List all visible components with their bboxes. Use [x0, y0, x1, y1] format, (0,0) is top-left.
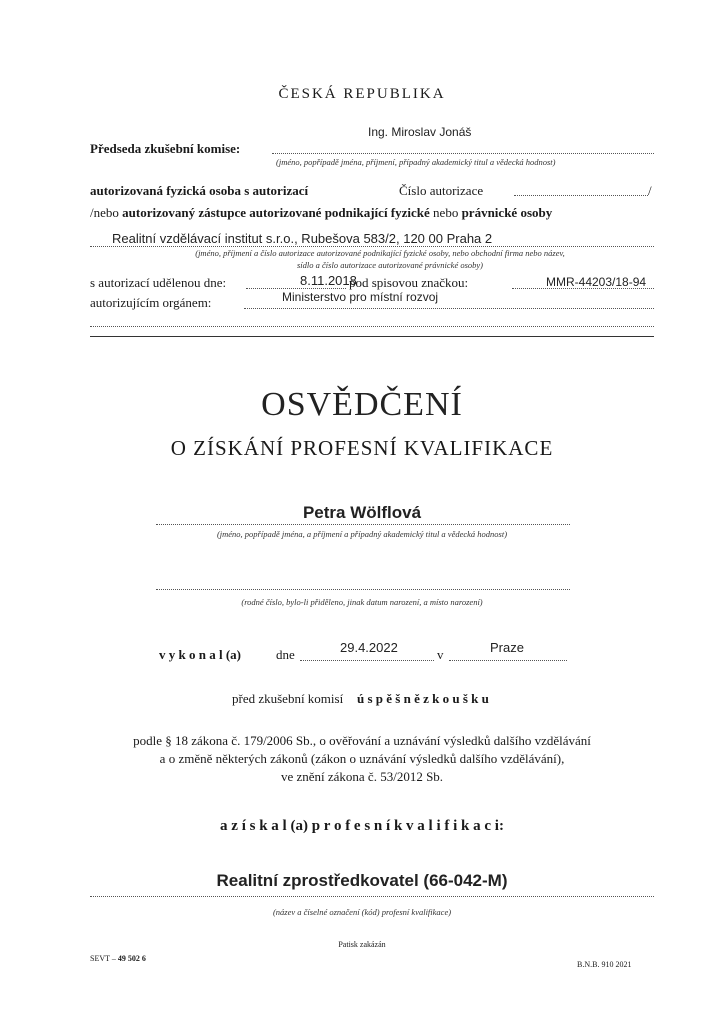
- file-label: pod spisovou značkou:: [349, 275, 469, 290]
- commission-chair-name: Ing. Miroslav Jonáš: [368, 125, 472, 139]
- birth-line: [156, 589, 570, 590]
- exam-result: ú s p ě š n ě z k o u š k u: [357, 691, 489, 706]
- footer-right-code: B.N.B. 910 2021: [577, 960, 632, 969]
- institution-note-2: sídlo a číslo autorizace autorizované právnické osoby): [296, 260, 484, 270]
- authorization-number-label: Číslo autorizace: [399, 183, 484, 198]
- alt-end: právnické osoby: [461, 205, 553, 220]
- empty-line: [90, 326, 654, 327]
- birth-note: (rodné číslo, bylo-li přiděleno, jinak datum narození, a místo narození): [241, 597, 483, 607]
- authorized-representative-line: [90, 205, 552, 221]
- qualification-note: (název a číselné označení (kód) profesní kvalifikace): [272, 907, 452, 917]
- exam-place-label: v: [437, 647, 444, 662]
- exam-place-line: [449, 660, 567, 661]
- authority-line: [244, 308, 654, 309]
- exam-date-label: dne: [276, 647, 295, 662]
- granted-line: [246, 288, 346, 289]
- exam-date: 29.4.2022: [340, 640, 398, 655]
- country-heading: ČESKÁ REPUBLIKA: [278, 86, 446, 102]
- commission-chair-note: (jméno, popřípadě jména, příjmení, případný akademický titul a vědecká hodnost): [276, 157, 556, 167]
- footer-left-code: [90, 954, 146, 963]
- alt-prefix: /nebo: [90, 205, 119, 220]
- institution-line: [90, 246, 654, 247]
- exam-date-line: [300, 660, 434, 661]
- holder-name-line: [156, 524, 570, 525]
- section-divider: [90, 336, 654, 337]
- no-copy-note: Patisk zakázán: [338, 940, 386, 949]
- before-commission: před zkušební komisí: [232, 691, 344, 706]
- granted-date: 8.11.2018: [300, 273, 357, 288]
- authority-name: Ministerstvo pro místní rozvoj: [282, 290, 439, 304]
- law-line-1: podle § 18 zákona č. 179/2006 Sb., o ověřování a uznávání výsledků dalšího vzdělávání: [133, 733, 591, 748]
- certificate-title: OSVĚDČENÍ: [261, 386, 463, 423]
- institution-note-1: (jméno, příjmení a číslo autorizace autorizované podnikající fyzické osoby, nebo obchodní firma nebo název,: [195, 248, 565, 258]
- institution-name: Realitní vzdělávací institut s.r.o., Rubešova 583/2, 120 00 Praha 2: [112, 231, 493, 246]
- authority-label: autorizujícím orgánem:: [90, 295, 212, 310]
- law-line-3: ve znění zákona č. 53/2012 Sb.: [280, 769, 444, 784]
- footer-left-prefix: SEVT –: [90, 954, 116, 963]
- authorization-number-line: [514, 195, 648, 196]
- alt-bold: autorizovaný zástupce autorizované podnikající fyzické: [122, 205, 430, 220]
- alt-mid: nebo: [433, 205, 459, 220]
- performed-label: v y k o n a l (a): [159, 647, 241, 662]
- authorized-person-label: autorizovaná fyzická osoba s autorizací: [90, 183, 309, 198]
- qualification-gained: a z í s k a l (a) p r o f e s n í k v a l i f i k a c i:: [220, 818, 504, 834]
- qualification-name: Realitní zprostředkovatel (66-042-M): [216, 871, 508, 890]
- certificate-subtitle: O ZÍSKÁNÍ PROFESNÍ KVALIFIKACE: [170, 436, 554, 460]
- granted-label: s autorizací udělenou dne:: [90, 275, 227, 290]
- commission-chair-label: Předseda zkušební komise:: [90, 141, 241, 156]
- footer-left-number: 49 502 6: [117, 954, 146, 963]
- file-number: MMR-44203/18-94: [546, 275, 647, 289]
- holder-name: Petra Wölflová: [302, 503, 422, 522]
- law-line-2: a o změně některých zákonů (zákon o uznávání výsledků dalšího vzdělávání),: [159, 751, 565, 766]
- holder-name-note: (jméno, popřípadě jména, a příjmení a případný akademický titul a vědecká hodnost): [216, 529, 508, 539]
- commission-chair-line: [272, 153, 654, 154]
- qualification-line: [90, 896, 654, 897]
- authorization-number-slash: /: [648, 183, 652, 198]
- exam-place: Praze: [490, 640, 524, 655]
